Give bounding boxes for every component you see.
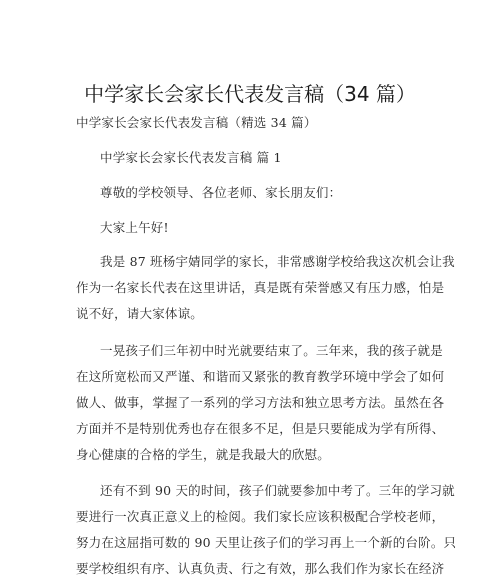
paragraph-2-line: 方面并不是特别优秀也存在很多不足，但是只要能成为学有所得、	[76, 421, 445, 436]
paragraph-2-line: 身心健康的合格的学生，就是我最大的欣慰。	[76, 447, 331, 462]
paragraph-2-line: 一晃孩子们三年初中时光就要结束了。三年来，我的孩子就是	[100, 343, 443, 358]
document-subtitle: 中学家长会家长代表发言稿（精选 34 篇）	[76, 115, 317, 130]
paragraph-2-line: 做人、做事，掌握了一系列的学习方法和独立思考方法。虽然在各	[76, 395, 445, 410]
paragraph-1-line: 说不好，请大家体谅。	[76, 306, 204, 321]
paragraph-2-line: 在这所宽松而又严谨、和谐而又紧张的教育教学环境中学会了如何	[76, 369, 445, 384]
paragraph-1-line: 作为一名家长代表在这里讲话，真是既有荣誉感又有压力感，怕是	[76, 280, 445, 295]
salutation: 尊敬的学校领导、各位老师、家长朋友们：	[100, 185, 342, 200]
section-heading: 中学家长会家长代表发言稿 篇 1	[100, 150, 282, 165]
paragraph-3-line: 努力在这屈指可数的 90 天里让孩子们的学习再上一个新的台阶。只	[76, 535, 457, 550]
greeting: 大家上午好!	[100, 220, 169, 235]
paragraph-1-line: 我是 87 班杨宇婧同学的家长，非常感谢学校给我这次机会让我	[100, 254, 455, 269]
document-title: 中学家长会家长代表发言稿（34 篇）	[84, 82, 416, 106]
paragraph-3-line: 要学校组织有序、认真负责、行之有效，那么我们作为家长在经济	[76, 561, 445, 576]
paragraph-3-line: 还有不到 90 天的时间，孩子们就要参加中考了。三年的学习就	[100, 483, 455, 498]
paragraph-3-line: 要进行一次真正意义上的检阅。我们家长应该积极配合学校老师，	[76, 509, 445, 524]
